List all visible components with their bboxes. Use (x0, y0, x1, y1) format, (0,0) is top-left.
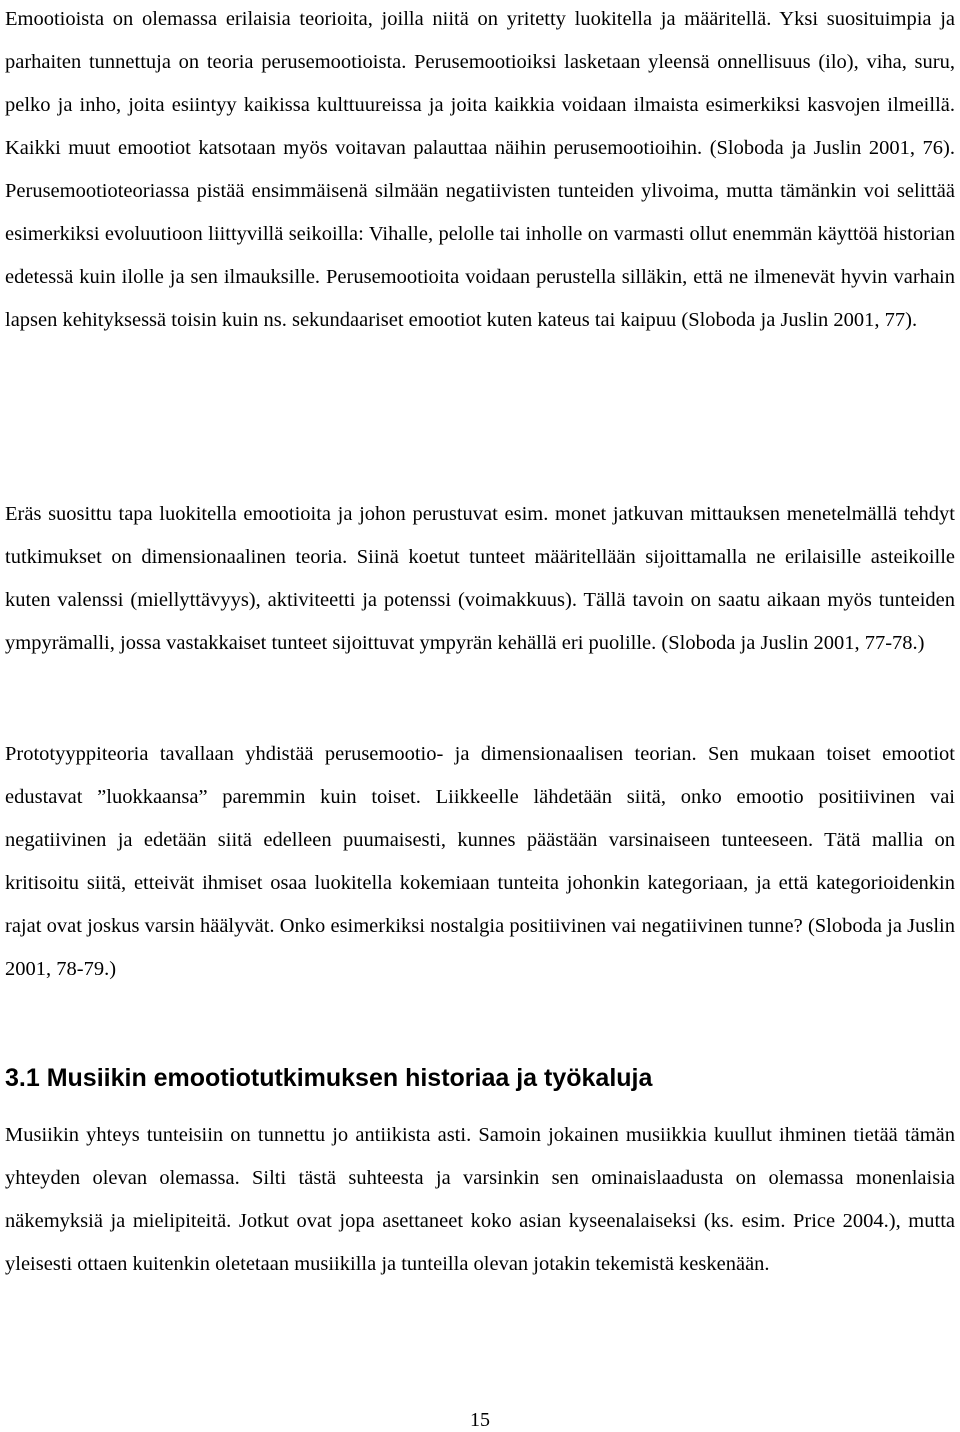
body-paragraph-prototype-theory: Prototyyppiteoria tavallaan yhdistää perusemootio- ja dimensionaalisen teorian. Sen mukaan toiset emootiot edustavat ”luokkaansa” paremmin kuin toiset. Liikkeelle lähdetään siitä, onko emootio positiivinen vai negatiivinen ja edetään siitä edelleen puumaisesti, kunnes päästään varsinaiseen tunteeseen. Tätä mallia on kritisoitu siitä, etteivät ihmiset osaa luokitella kokemiaan tunteita johonkin kategoriaan, ja että kategorioidenkin rajat ovat joskus varsin häälyvät. Onko esimerkiksi nostalgia positiivinen vai negatiivinen tunne? (Sloboda ja Juslin 2001, 78-79.) (5, 743, 955, 980)
section-heading: 3.1 Musiikin emootiotutkimuksen historiaa ja työkaluja (5, 1064, 653, 1092)
body-paragraph-music-emotion: Musiikin yhteys tunteisiin on tunnettu jo antiikista asti. Samoin jokainen musiikkia kuullut ihminen tietää tämän yhteyden olevan olemassa. Silti tästä suhteesta ja varsinkin sen ominaislaadusta on olemassa monenlaisia näkemyksiä ja mielipiteitä. Jotkut ovat jopa asettaneet koko asian kyseenalaiseksi (ks. esim. Price 2004.), mutta yleisesti ottaen kuitenkin oletetaan musiikilla ja tunteilla olevan jotakin tekemistä keskenään. (5, 1124, 955, 1275)
page-number: 15 (470, 1409, 490, 1431)
body-paragraph-basic-emotions: Emootioista on olemassa erilaisia teorioita, joilla niitä on yritetty luokitella ja määritellä. Yksi suosituimpia ja parhaiten tunnettuja on teoria perusemootioista. Perusemootioiksi lasketaan yleensä onnellisuus (ilo), viha, suru, pelko ja inho, joita esiintyy kaikissa kulttuureissa ja joita kaikkia voidaan ilmaista esimerkiksi kasvojen ilmeillä. Kaikki muut emootiot katsotaan myös voitavan palauttaa näihin perusemootioihin. (Sloboda ja Juslin 2001, 76). Perusemootioteoriassa pistää ensimmäisenä silmään negatiivisten tunteiden ylivoima, mutta tämänkin voi selittää esimerkiksi evoluutioon liittyvillä seikoilla: Vihalle, pelolle tai inholle on varmasti ollut enemmän käyttöä historian edetessä kuin ilolle ja sen ilmauksille. Perusemootioita voidaan perustella silläkin, että ne ilmenevät hyvin varhain lapsen kehityksessä toisin kuin ns. sekundaariset emootiot kuten kateus tai kaipuu (Sloboda ja Juslin 2001, 77). (5, 8, 955, 331)
body-paragraph-dimensional-theory: Eräs suosittu tapa luokitella emootioita ja johon perustuvat esim. monet jatkuvan mittauksen menetelmällä tehdyt tutkimukset on dimensionaalinen teoria. Siinä koetut tunteet määritellään sijoittamalla ne erilaisille asteikoille kuten valenssi (miellyttävyys), aktiviteetti ja potenssi (voimakkuus). Tällä tavoin on saatu aikaan myös tunteiden ympyrämalli, jossa vastakkaiset tunteet sijoittuvat ympyrän kehällä eri puolille. (Sloboda ja Juslin 2001, 77-78.) (5, 503, 955, 654)
